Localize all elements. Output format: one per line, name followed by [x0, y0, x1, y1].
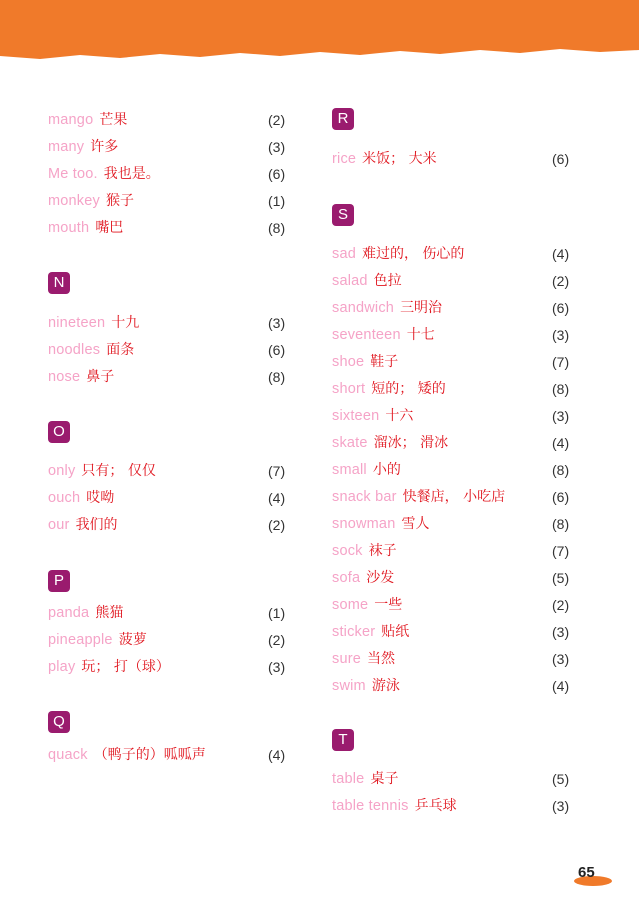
list-item: sure 当然 (3) — [332, 651, 570, 667]
letter-badge-n: N — [48, 272, 70, 294]
list-item: noodles 面条 (6) — [48, 342, 286, 358]
list-item: sock 袜子 (7) — [332, 543, 570, 559]
letter-badge-t: T — [332, 729, 354, 751]
list-item: sixteen 十六 (3) — [332, 408, 570, 424]
list-item: pineapple 菠萝 (2) — [48, 632, 286, 648]
list-item: monkey 猴子 (1) — [48, 193, 286, 209]
list-item: ouch 哎呦 (4) — [48, 490, 286, 506]
list-item: Me too. 我也是。 (6) — [48, 166, 286, 182]
list-item: shoe 鞋子 (7) — [332, 354, 570, 370]
page-number-text: 65 — [578, 864, 595, 881]
list-item: panda 熊猫 (1) — [48, 605, 286, 621]
list-item: play 玩； 打（球） (3) — [48, 659, 286, 675]
list-item: table tennis 乒乓球 (3) — [332, 798, 570, 814]
list-item: sofa 沙发 (5) — [332, 570, 570, 586]
list-item: snack bar 快餐店， 小吃店 (6) — [332, 489, 570, 505]
list-item: our 我们的 (2) — [48, 517, 286, 533]
list-item: nineteen 十九 (3) — [48, 315, 286, 331]
letter-badge-s: S — [332, 204, 354, 226]
list-item: sad 难过的， 伤心的 (4) — [332, 246, 570, 262]
list-item: short 短的； 矮的 (8) — [332, 381, 570, 397]
list-item: rice 米饭； 大米 (6) — [332, 151, 570, 167]
list-item: mouth 嘴巴 (8) — [48, 220, 286, 236]
letter-badge-p: P — [48, 570, 70, 592]
list-item: only 只有； 仅仅 (7) — [48, 463, 286, 479]
letter-badge-r: R — [332, 108, 354, 130]
list-item: swim 游泳 (4) — [332, 678, 570, 694]
list-item: salad 色拉 (2) — [332, 273, 570, 289]
letter-badge-o: O — [48, 421, 70, 443]
list-item: nose 鼻子 (8) — [48, 369, 286, 385]
list-item: quack （鸭子的）呱呱声 (4) — [48, 747, 286, 763]
letter-badge-q: Q — [48, 711, 70, 733]
list-item: sandwich 三明治 (6) — [332, 300, 570, 316]
list-item: mango 芒果 (2) — [48, 112, 286, 128]
list-item: skate 溜冰； 滑冰 (4) — [332, 435, 570, 451]
list-item: sticker 贴纸 (3) — [332, 624, 570, 640]
top-orange-band — [0, 0, 639, 62]
page-number — [578, 862, 608, 886]
list-item: snowman 雪人 (8) — [332, 516, 570, 532]
list-item: some 一些 (2) — [332, 597, 570, 613]
list-item: many 许多 (3) — [48, 139, 286, 155]
list-item: small 小的 (8) — [332, 462, 570, 478]
list-item: seventeen 十七 (3) — [332, 327, 570, 343]
list-item: table 桌子 (5) — [332, 771, 570, 787]
